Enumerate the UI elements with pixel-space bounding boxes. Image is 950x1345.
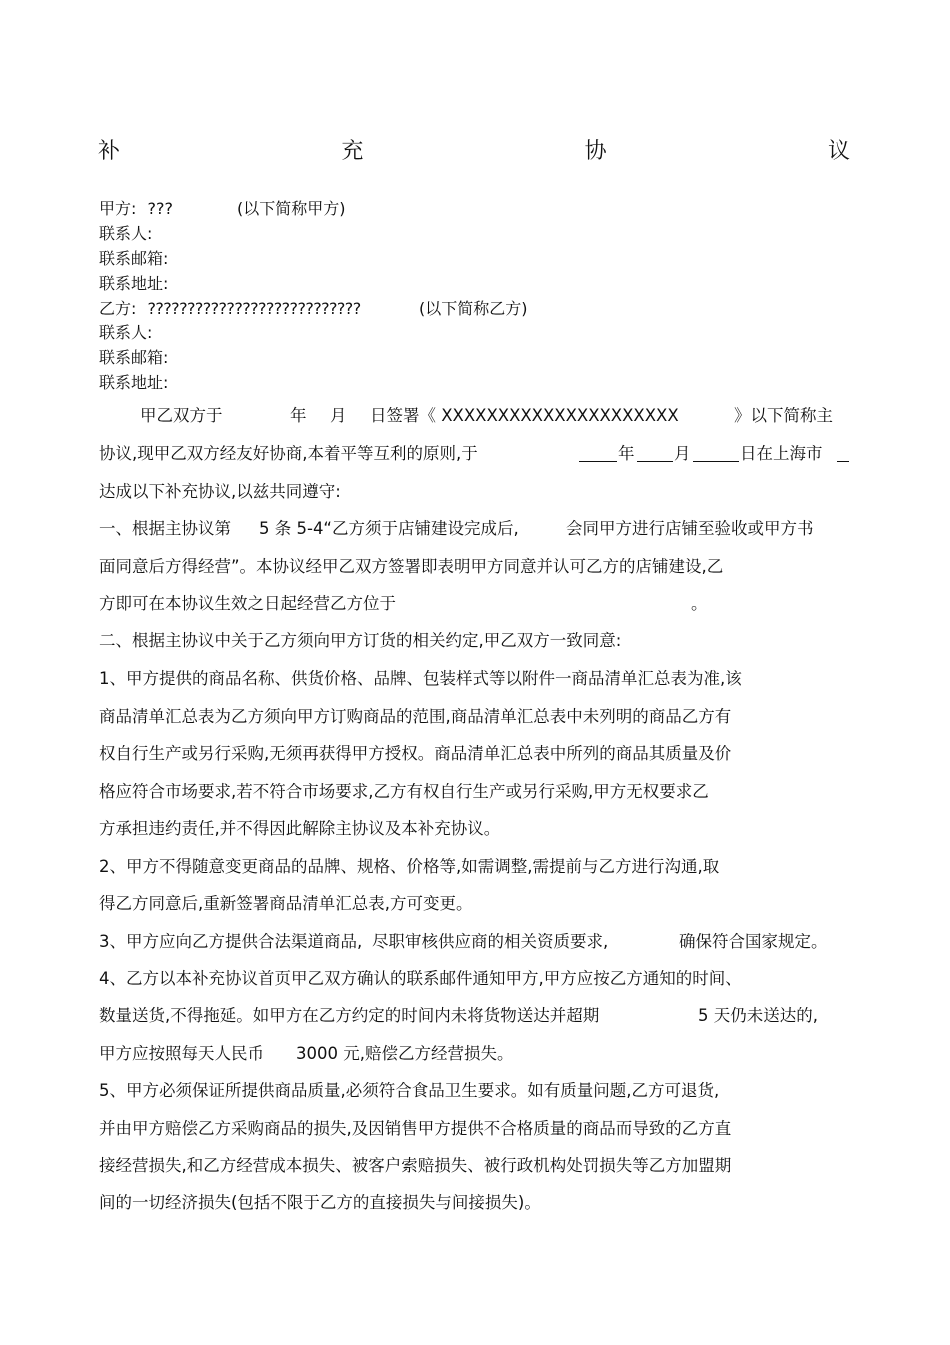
- party-a-contact: 联系人:: [99, 224, 153, 243]
- intro-line-1: [140, 405, 833, 427]
- title-char: 补: [98, 139, 121, 164]
- intro-abbr: 》以下简称主: [734, 406, 833, 425]
- item5-line: 接经营损失,和乙方经营成本损失、被客户索赔损失、被行政机构处罚损失等乙方加盟期: [99, 1156, 732, 1175]
- clause-text: 方即可在本协议生效之日起经营乙方位于: [99, 594, 396, 613]
- intro-city: 日在上海市: [740, 444, 823, 463]
- intro-year: 年: [290, 406, 307, 425]
- item1-line: 商品清单汇总表为乙方须向甲方订购商品的范围,商品清单汇总表中未列明的商品乙方有: [99, 707, 732, 726]
- clause-text: 会同甲方进行店铺至验收或甲方书: [566, 519, 814, 538]
- title-char: 充: [341, 139, 364, 164]
- clause-text: 一、根据主协议第: [99, 519, 231, 538]
- intro-sign: 日签署《 XXXXXXXXXXXXXXXXXXXXX: [370, 406, 679, 425]
- item5-line: 并由甲方赔偿乙方采购商品的损失,及因销售甲方提供不合格质量的商品而导致的乙方直: [99, 1119, 732, 1138]
- item-text: 3、甲方应向乙方提供合法渠道商品,: [99, 932, 363, 951]
- item-text: 确保符合国家规定。: [679, 932, 828, 951]
- party-b-label: 乙方:: [99, 299, 137, 318]
- item-text: 5 天仍未送达的,: [698, 1006, 818, 1025]
- item-text: 数量送货,不得拖延。如甲方在乙方约定的时间内未将货物送达并超期: [99, 1006, 600, 1025]
- item1-line: 权自行生产或另行采购,无须再获得甲方授权。商品清单汇总表中所列的商品其质量及价: [99, 744, 732, 763]
- intro-text: 甲乙双方于: [140, 406, 223, 425]
- party-a-line: [99, 199, 346, 219]
- party-b-note: (以下简称乙方): [419, 299, 528, 318]
- intro-line-3: 达成以下补充协议,以兹共同遵守:: [99, 482, 341, 501]
- clause-text: 。: [691, 594, 708, 613]
- item5-line: 间的一切经济损失(包括不限于乙方的直接损失与间接损失)。: [99, 1193, 541, 1212]
- clause1-line-2: 面同意后方得经营”。本协议经甲乙双方签署即表明甲方同意并认可乙方的店铺建设,乙: [99, 557, 724, 576]
- party-a-email: 联系邮箱:: [99, 249, 169, 268]
- blank-line: [693, 443, 739, 462]
- item4-line: [99, 1043, 514, 1065]
- title-char: 议: [827, 139, 850, 164]
- blank-line: [637, 443, 673, 462]
- party-b-address: 联系地址:: [99, 373, 169, 392]
- intro-month: 月: [674, 444, 691, 463]
- item-text: 甲方应按照每天人民币: [99, 1044, 264, 1063]
- item2-line: 2、甲方不得随意变更商品的品牌、规格、价格等,如需调整,需提前与乙方进行沟通,取: [99, 857, 720, 876]
- party-a-label: 甲方:: [99, 199, 137, 218]
- intro-line-2: [99, 443, 823, 465]
- party-a-note: (以下简称甲方): [237, 199, 346, 218]
- blank-line: [579, 443, 617, 462]
- clause2-line: 二、根据主协议中关于乙方须向甲方订货的相关约定,甲乙双方一致同意:: [99, 631, 622, 650]
- party-b-email: 联系邮箱:: [99, 348, 169, 367]
- intro-month: 月: [330, 406, 347, 425]
- party-a-address: 联系地址:: [99, 274, 169, 293]
- item4-line: [99, 1005, 818, 1027]
- intro-text: 协议,现甲乙双方经友好协商,本着平等互利的原则,于: [99, 444, 478, 463]
- title-char: 协: [584, 139, 607, 164]
- document-title: [98, 134, 850, 164]
- party-a-name: ???: [147, 199, 173, 218]
- item3-line: [99, 931, 828, 953]
- item-text: 3000 元,赔偿乙方经营损失。: [296, 1044, 514, 1063]
- party-b-line: [99, 299, 528, 319]
- item1-line: 格应符合市场要求,若不符合市场要求,乙方有权自行生产或另行采购,甲方无权要求乙: [99, 782, 709, 801]
- item1-line: 1、甲方提供的商品名称、供货价格、品牌、包装样式等以附件一商品清单汇总表为准,该: [99, 669, 742, 688]
- clause1-line-1: [99, 518, 814, 540]
- item4-line: 4、乙方以本补充协议首页甲乙双方确认的联系邮件通知甲方,甲方应按乙方通知的时间、: [99, 969, 742, 988]
- clause1-line-3: [99, 593, 708, 615]
- party-b-contact: 联系人:: [99, 323, 153, 342]
- blank-line: [837, 443, 849, 462]
- item-text: 尽职审核供应商的相关资质要求,: [372, 932, 609, 951]
- item2-line: 得乙方同意后,重新签署商品清单汇总表,方可变更。: [99, 894, 473, 913]
- item5-line: 5、甲方必须保证所提供商品质量,必须符合食品卫生要求。如有质量问题,乙方可退货,: [99, 1081, 720, 1100]
- party-b-name: ???????????????????????????: [147, 299, 361, 318]
- intro-year: 年: [618, 444, 635, 463]
- clause-text: 5 条 5-4“乙方须于店铺建设完成后,: [259, 519, 519, 538]
- item1-line: 方承担违约责任,并不得因此解除主协议及本补充协议。: [99, 819, 501, 838]
